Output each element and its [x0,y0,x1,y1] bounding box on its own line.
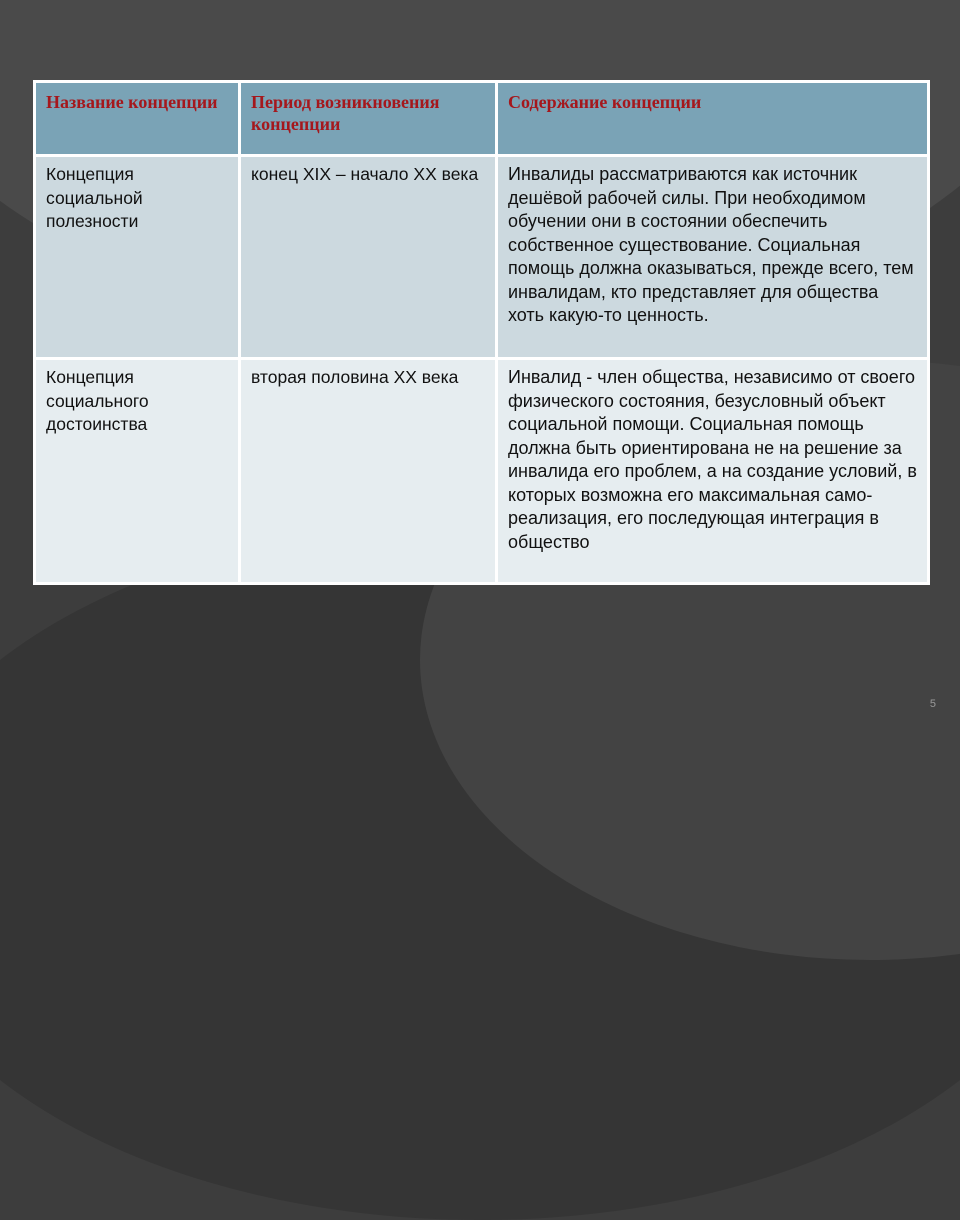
table-row [35,156,929,359]
header-concept-name: Название концепции [35,82,240,156]
header-period: Период возникновения концепции [240,82,497,156]
cell-period: конец XIX – начало XX века [240,156,497,359]
page-number: 5 [929,698,936,710]
cell-concept-name: Концепция социальной полезности [35,156,240,359]
cell-period: вторая половина XX века [240,359,497,584]
table-row [35,359,929,584]
cell-content: Инвалид - член общества, независимо от своего физического состояния, безусловный объект социальной помощи. Социальная помощь должна быть ориентирована не на решение за инвалида его проблем, а на создание условий, в которых возможна его максимальная само- реализация, его последующая интеграция в общество [497,359,929,584]
cell-concept-name: Концепция социального достоинства [35,359,240,584]
header-content: Содержание концепции [497,82,929,156]
table-header-row [35,82,929,156]
cell-content: Инвалиды рассматриваются как источник дешёвой рабочей силы. При необходимом обучении они в состоянии обеспечить собственное существование. Социальная помощь должна оказываться, прежде всего, тем инвалидам, кто представляет для общества хоть какую-то ценность. [497,156,929,359]
concepts-table [33,80,930,585]
